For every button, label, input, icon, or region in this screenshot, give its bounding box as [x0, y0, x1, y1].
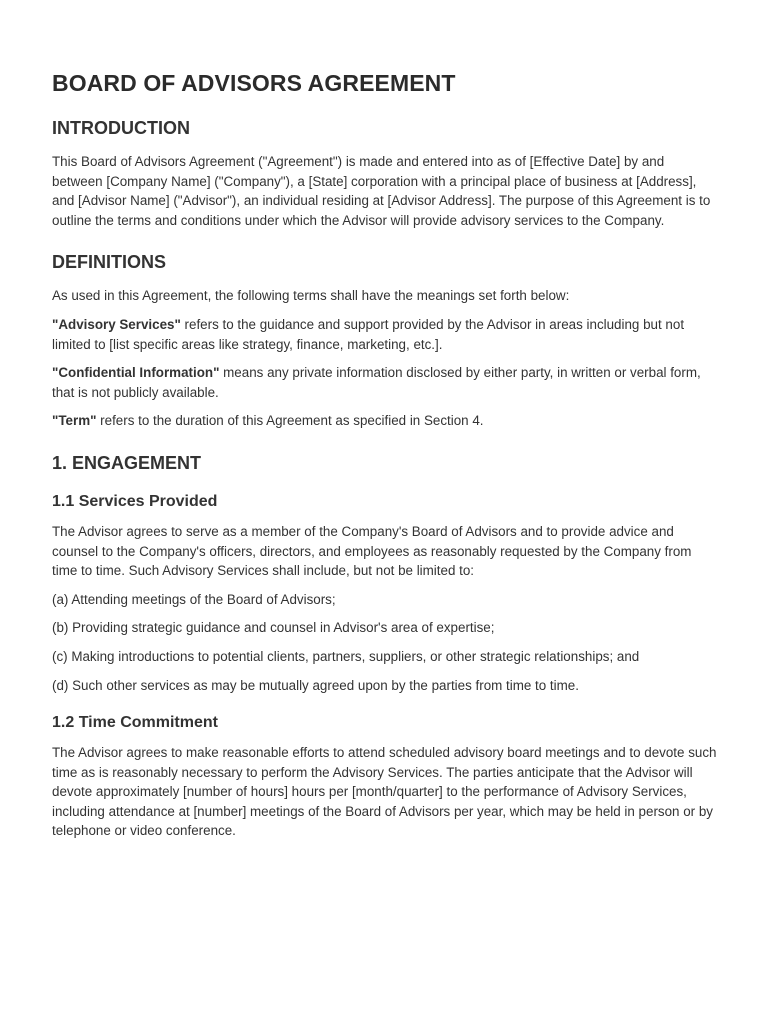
definition-text: means any private information disclosed by either party, in written or verbal form, that is not publicly available.	[52, 365, 701, 400]
introduction-heading: INTRODUCTION	[52, 118, 190, 138]
definition-item	[52, 411, 718, 431]
definition-term: "Advisory Services"	[52, 316, 181, 332]
services-list-item: (b) Providing strategic guidance and counsel in Advisor's area of expertise;	[52, 620, 495, 636]
services-provided-heading: 1.1 Services Provided	[52, 492, 218, 510]
document-title: BOARD OF ADVISORS AGREEMENT	[52, 70, 456, 96]
services-list-item: (a) Attending meetings of the Board of Advisors;	[52, 591, 336, 607]
definition-item	[52, 315, 718, 354]
services-list-item: (d) Such other services as may be mutually agreed upon by the parties from time to time.	[52, 677, 579, 693]
definition-item	[52, 363, 718, 402]
engagement-heading: 1. ENGAGEMENT	[52, 452, 202, 473]
definition-term: "Confidential Information"	[52, 365, 220, 381]
definition-text: refers to the guidance and support provided by the Advisor in areas including but not limited to [list specific areas like strategy, finance, marketing, etc.].	[52, 316, 685, 352]
time-commitment-paragraph: The Advisor agrees to make reasonable efforts to attend scheduled advisory board meetings and to devote such time as is reasonably necessary to perform the Advisory Services. The parties anticipate that the Advisor will devote approximately [number of hours] hours per [month/quarter] to the performance of Advisory Services, including attendance at [number] meetings of the Board of Advisors per year, which may be held in person or by telephone or video conference.	[52, 745, 717, 839]
definition-term: "Term"	[52, 413, 97, 429]
introduction-paragraph: This Board of Advisors Agreement ("Agreement") is made and entered into as of [Effective Date] by and between [Company Name] ("Company"), a [State] corporation with a principal place of business at [Address], and [Advisor Name] ("Advisor"), an individual residing at [Advisor Address]. The purpose of this Agreement is to outline the terms and conditions under which the Advisor will provide advisory services to the Company.	[52, 154, 711, 228]
definitions-intro: As used in this Agreement, the following terms shall have the meanings set forth below:	[52, 288, 570, 304]
services-list-item: (c) Making introductions to potential clients, partners, suppliers, or other strategic relationships; and	[52, 648, 640, 664]
definition-text: refers to the duration of this Agreement as specified in Section 4.	[96, 413, 484, 429]
time-commitment-heading: 1.2 Time Commitment	[52, 714, 218, 732]
services-provided-paragraph: The Advisor agrees to serve as a member of the Company's Board of Advisors and to provide advice and counsel to the Company's officers, directors, and employees as reasonably requested by the Company from time to time. Such Advisory Services shall include, but not be limited to:	[52, 523, 692, 579]
definitions-heading: DEFINITIONS	[52, 252, 167, 273]
